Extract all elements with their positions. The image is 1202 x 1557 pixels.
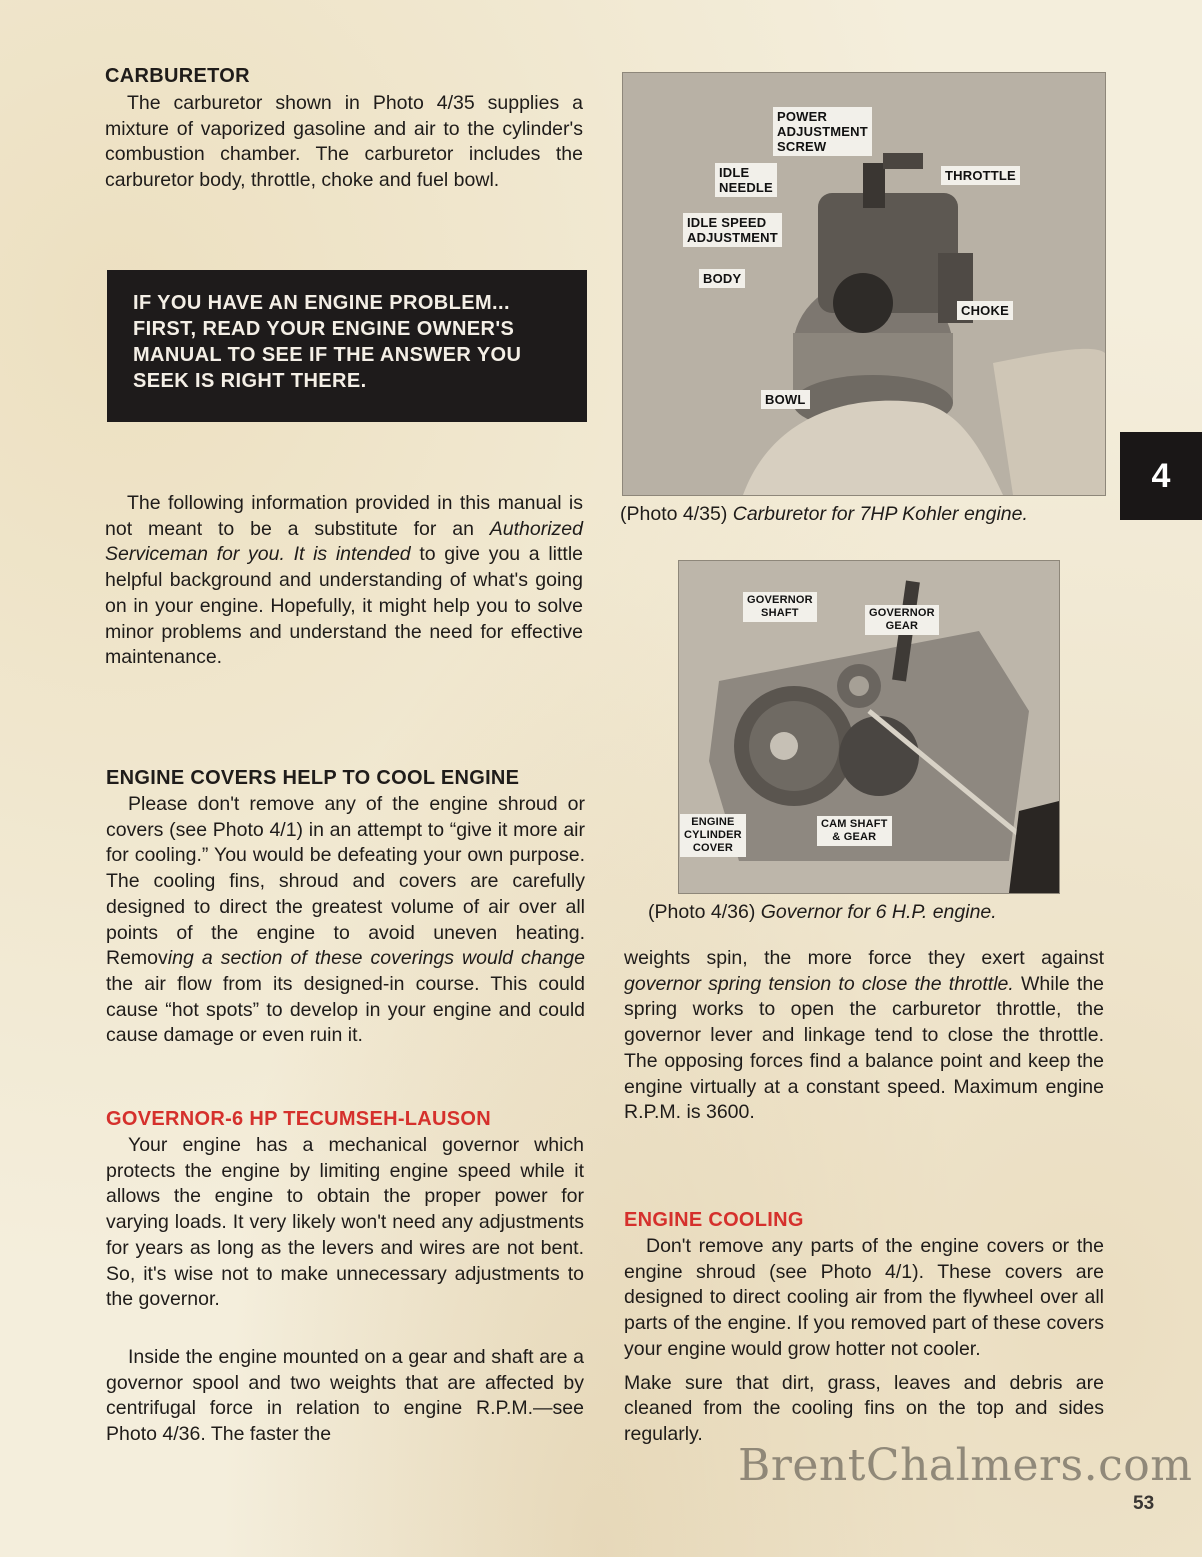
callout-box <box>107 270 587 422</box>
label-bowl: BOWL <box>761 390 810 409</box>
intro-section <box>105 491 583 671</box>
engine-covers-heading: ENGINE COVERS HELP TO COOL ENGINE <box>106 767 520 789</box>
governor-continued-body: weights spin, the more force they exert against governor spring tension to close the throttle. While the spring works to open the carburetor throttle, the governor lever and linkage tend to close the throttle. The opposing forces find a balance point and keep the engine virtually at a constant speed. Maximum engine R.P.M. is 3600. <box>624 947 1105 1124</box>
carburetor-heading: CARBURETOR <box>105 65 250 87</box>
page-number: 53 <box>1133 1493 1155 1514</box>
engine-covers-body: Please don't remove any of the engine shroud or covers (see Photo 4/1) in an attempt to “give it more air for cooling.” You would be defeating your own purpose. The cooling fins, shroud and covers are carefully designed to direct the greatest volume of air over all points of the engine to avoid uneven heating. Removing a section of these coverings would change the air flow from its designed-in course. This could cause “hot spots” to develop in your engine and could cause damage or even ruin it. <box>106 793 585 1047</box>
label-governor-shaft: GOVERNOR SHAFT <box>743 592 817 622</box>
engine-cooling-section <box>624 1208 1104 1448</box>
engine-cooling-body: Don't remove any parts of the engine covers or the engine shroud (see Photo 4/1). These covers are designed to direct cooling air from the flywheel over all parts of the engine. If you removed part of these covers your engine would grow hotter not cooler. <box>624 1235 1104 1360</box>
label-idle-needle: IDLE NEEDLE <box>715 163 777 197</box>
governor-body: Your engine has a mechanical governor which protects the engine by limiting engine speed while it allows the engine to obtain the proper power for varying loads. It very likely won't need any adjustments for years as long as the levers and wires are not bent. So, it's wise not to make unnecessary adjustments to the governor. <box>106 1134 584 1311</box>
engine-cooling-body-2: Make sure that dirt, grass, leaves and debris are cleaned from the cooling fins on the top and sides regularly. <box>624 1371 1104 1445</box>
label-throttle: THROTTLE <box>941 166 1020 185</box>
intro-body: The following information provided in this manual is not meant to be a substitute for an Authorized Serviceman for you. It is intended to give you a little helpful background and understanding of what's going on in your engine. Hopefully, it might help you to solve minor problems and understand the need for effective maintenance. <box>105 492 583 669</box>
watermark: BrentChalmers.com <box>738 1440 1193 1491</box>
engine-cooling-heading: ENGINE COOLING <box>624 1209 804 1231</box>
carburetor-photo <box>622 72 1106 496</box>
callout-text: IF YOU HAVE AN ENGINE PROBLEM... FIRST, READ YOUR ENGINE OWNER'S MANUAL TO SEE IF THE ANSWER YOU SEEK IS RIGHT THERE. <box>133 292 522 392</box>
photo-36-caption: (Photo 4/36) Governor for 6 H.P. engine. <box>648 901 997 923</box>
label-body: BODY <box>699 269 745 288</box>
carburetor-section <box>105 64 583 194</box>
label-idle-speed-adjustment: IDLE SPEED ADJUSTMENT <box>683 213 782 247</box>
governor-continued-section <box>624 946 1104 1126</box>
chapter-tab: 4 <box>1120 432 1202 520</box>
label-power-adjustment-screw: POWER ADJUSTMENT SCREW <box>773 107 872 156</box>
label-governor-gear: GOVERNOR GEAR <box>865 605 939 635</box>
governor-section <box>106 1107 584 1448</box>
carburetor-body: The carburetor shown in Photo 4/35 supplies a mixture of vaporized gasoline and air to the cylinder's combustion chamber. The carburetor includes the carburetor body, throttle, choke and fuel bowl. <box>105 92 583 192</box>
engine-covers-section <box>106 766 585 1049</box>
governor-heading: GOVERNOR-6 HP TECUMSEH-LAUSON <box>106 1108 492 1130</box>
label-choke: CHOKE <box>957 301 1013 320</box>
photo-35-caption: (Photo 4/35) Carburetor for 7HP Kohler engine. <box>620 503 1028 525</box>
governor-photo <box>678 560 1060 894</box>
label-cam-shaft-gear: CAM SHAFT & GEAR <box>817 816 892 846</box>
governor-body-2: Inside the engine mounted on a gear and shaft are a governor spool and two weights that are affected by centrifugal force in relation to engine R.P.M.—see Photo 4/36. The faster the <box>106 1345 584 1446</box>
label-engine-cylinder-cover: ENGINE CYLINDER COVER <box>680 814 746 857</box>
